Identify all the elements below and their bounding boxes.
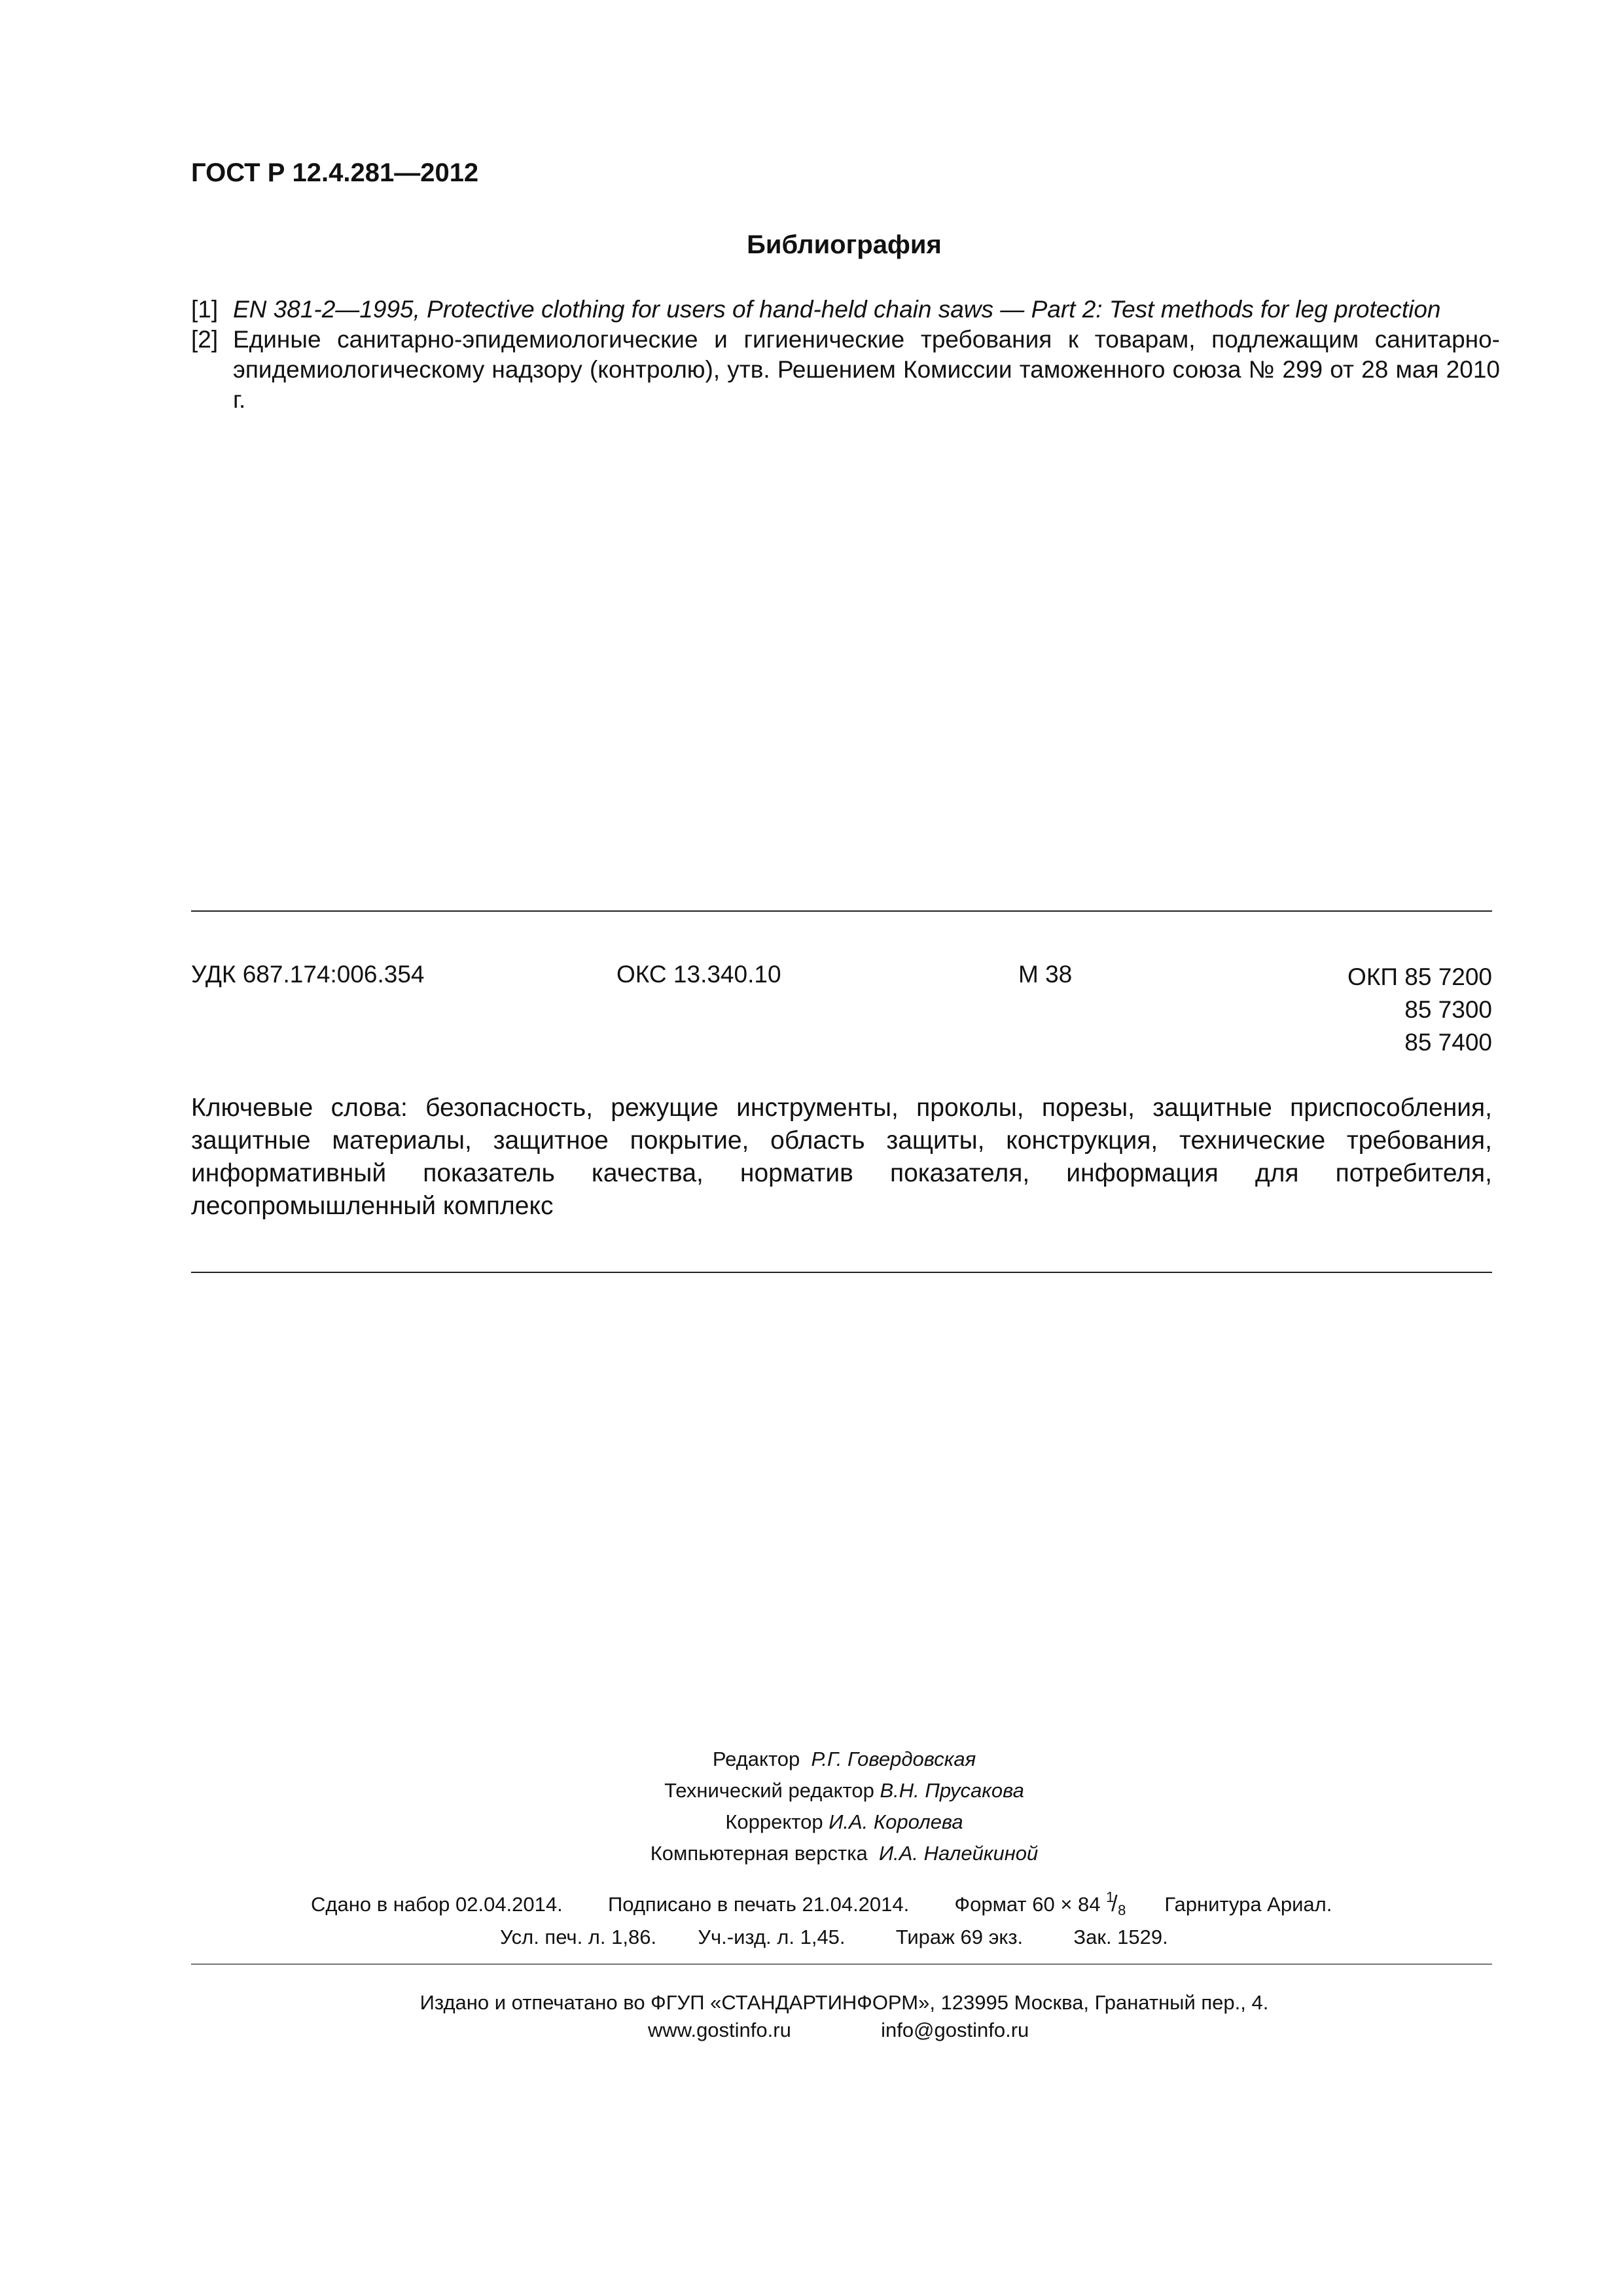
credit-editor xyxy=(0,1744,1623,1775)
standard-code: ГОСТ Р 12.4.281—2012 xyxy=(191,158,479,187)
oks-code: ОКС 13.340.10 xyxy=(616,961,781,988)
divider-middle xyxy=(191,1272,1492,1273)
format-label: Формат 60 × 84 xyxy=(954,1893,1101,1916)
m-code: М 38 xyxy=(1018,961,1073,988)
credit-role: Редактор xyxy=(712,1748,800,1770)
publication-line-1 xyxy=(311,1889,1332,1918)
credit-person: Р.Г. Говердовская xyxy=(811,1748,976,1770)
bibliography-item-number: [1] xyxy=(191,296,219,323)
signed-date: Подписано в печать 21.04.2014. xyxy=(608,1893,910,1916)
credit-role: Технический редактор xyxy=(664,1779,874,1802)
contact-line xyxy=(648,2018,1029,2042)
order-number: Зак. 1529. xyxy=(1073,1926,1168,1948)
publisher-info: Издано и отпечатано во ФГУП «СТАНДАРТИНФОРМ», 123995 Москва, Гранатный пер., 4. xyxy=(419,1991,1269,2014)
credit-role: Корректор xyxy=(725,1810,823,1833)
publication-line-2 xyxy=(500,1926,1168,1949)
keywords-paragraph: Ключевые слова: безопасность, режущие инструменты, проколы, порезы, защитные приспособления, защитные материалы, защитное покрытие, область защиты, конструкция, технические требования, информативный показатель качества, норматив показателя, информация для потребителя, лесопромышленный комплекс xyxy=(191,1094,1492,1220)
okp-code: 85 7300 xyxy=(1404,996,1492,1023)
credit-proofreader xyxy=(0,1806,1623,1838)
credit-person: В.Н. Прусакова xyxy=(880,1779,1024,1802)
credit-person: И.А. Королева xyxy=(829,1810,963,1833)
udk-code: УДК 687.174:006.354 xyxy=(191,961,425,988)
bibliography-item xyxy=(191,325,1500,415)
print-sheets: Усл. печ. л. 1,86. xyxy=(500,1926,657,1948)
email-link[interactable]: info@gostinfo.ru xyxy=(881,2018,1029,2041)
circulation: Тираж 69 экз. xyxy=(895,1926,1024,1948)
typeset-date: Сдано в набор 02.04.2014. xyxy=(311,1893,563,1916)
bibliography-item-text: Единые санитарно-эпидемиологические и гигиенические требования к товарам, подлежащим санитарно-эпидемиологическому надзору (контролю), утв. Решением Комиссии таможенного союза № 299 от 28 мая 2010 г. xyxy=(233,326,1500,413)
font-info: Гарнитура Ариал. xyxy=(1164,1893,1332,1916)
credit-tech-editor xyxy=(0,1775,1623,1806)
format-fraction: 1 / 8 xyxy=(1106,1889,1126,1918)
bibliography-item-number: [2] xyxy=(191,326,219,353)
credits-block xyxy=(0,1744,1623,1869)
bibliography-list xyxy=(191,295,1500,415)
divider-top xyxy=(191,910,1492,912)
credit-person: И.А. Налейкиной xyxy=(878,1842,1039,1865)
bibliography-item xyxy=(191,295,1500,325)
publ-sheets: Уч.-изд. л. 1,45. xyxy=(698,1926,846,1948)
divider-bottom xyxy=(191,1964,1492,1965)
credit-layout xyxy=(0,1838,1623,1869)
okp-codes xyxy=(1347,961,1492,1059)
okp-code: ОКП 85 7200 xyxy=(1347,963,1492,990)
bibliography-item-text: EN 381-2—1995, Protective clothing for users of hand-held chain saws — Part 2: Test methods for leg protection xyxy=(233,296,1441,323)
website-link[interactable]: www.gostinfo.ru xyxy=(648,2018,791,2041)
bibliography-title: Библиография xyxy=(747,230,942,259)
okp-code: 85 7400 xyxy=(1404,1029,1492,1056)
credit-role: Компьютерная верстка xyxy=(650,1842,868,1865)
